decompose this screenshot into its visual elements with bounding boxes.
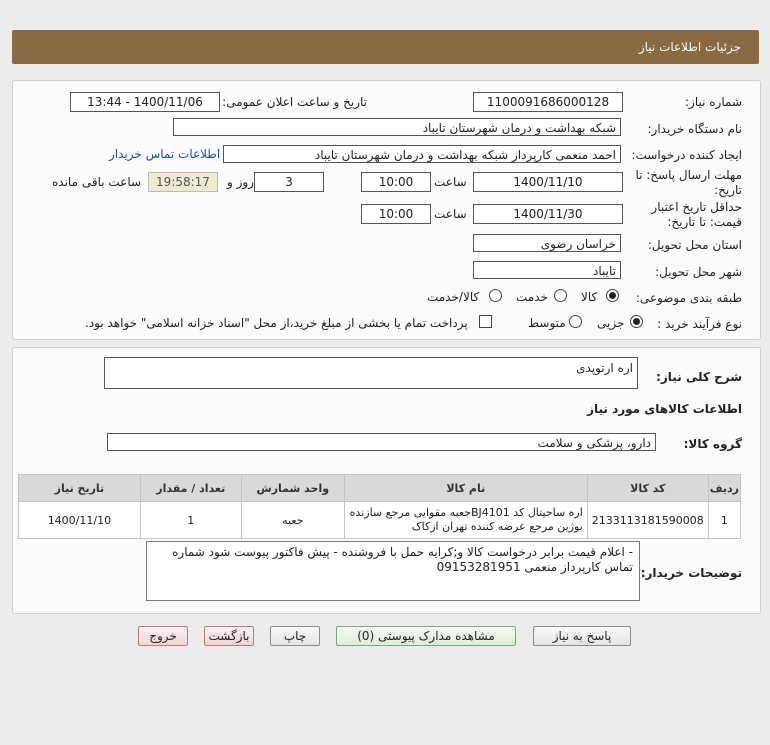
days-field: 3 <box>254 172 324 192</box>
announce-label: تاریخ و ساعت اعلان عمومی: <box>222 95 367 109</box>
category-option-goods: کالا <box>581 290 598 304</box>
purchase-type-label: نوع فرآیند خرید : <box>657 317 742 331</box>
cell-qty: 1 <box>140 502 241 539</box>
deadline-hour-label: ساعت <box>434 175 467 189</box>
cell-code: 2133113181590008 <box>587 502 708 539</box>
validity-time-field: 10:00 <box>361 204 431 224</box>
goods-info-heading: اطلاعات کالاهای مورد نیاز <box>587 402 742 416</box>
goods-table <box>18 474 741 539</box>
buyer-notes-label: توضیحات خریدار: <box>640 566 742 580</box>
back-button[interactable]: بازگشت <box>204 626 254 646</box>
need-number-label: شماره نیاز: <box>685 95 742 109</box>
col-code: کد کالا <box>587 475 708 502</box>
category-radio-both[interactable] <box>489 289 502 302</box>
days-label: روز و <box>227 175 254 189</box>
deadline-date-field: 1400/11/10 <box>473 172 623 192</box>
buyer-contact-link[interactable]: اطلاعات تماس خریدار <box>109 147 221 161</box>
deadline-time-field: 10:00 <box>361 172 431 192</box>
col-date: تاریخ نیاز <box>19 475 141 502</box>
purchase-option-medium: متوسط <box>528 316 566 330</box>
category-radio-goods[interactable] <box>606 289 619 302</box>
purchase-option-minor: جزیی <box>597 316 625 330</box>
city-label: شهر محل تحویل: <box>655 265 742 279</box>
col-name: نام کالا <box>344 475 587 502</box>
exit-button[interactable]: خروج <box>138 626 188 646</box>
category-option-service: خدمت <box>516 290 548 304</box>
page-header <box>12 30 759 64</box>
province-label: استان محل تحویل: <box>647 238 742 252</box>
print-button[interactable]: چاپ <box>270 626 320 646</box>
col-row: ردیف <box>708 475 740 502</box>
treasury-note: پرداخت تمام یا بخشی از مبلغ خرید،از محل "اسناد خزانه اسلامی" خواهد بود. <box>85 316 468 330</box>
validity-hour-label: ساعت <box>434 207 467 221</box>
category-radio-service[interactable] <box>554 289 567 302</box>
purchase-radio-medium[interactable] <box>569 315 582 328</box>
col-qty: تعداد / مقدار <box>140 475 241 502</box>
page-title: جزئیات اطلاعات نیاز <box>638 40 741 54</box>
announce-field: 1400/11/06 - 13:44 <box>70 92 220 112</box>
validity-date-field: 1400/11/30 <box>473 204 623 224</box>
cell-unit: جعبه <box>241 502 344 539</box>
deadline-label: مهلت ارسال پاسخ: تا <box>635 168 742 182</box>
summary-field: اره ارتوپدی <box>104 357 638 389</box>
remaining-label: ساعت باقی مانده <box>52 175 142 189</box>
cell-name: اره ساجیتال کد BJ4101جعبه مقوایی مرجع سازنده بوژین مرجع عرضه کننده تهران ازکاک <box>344 502 587 539</box>
need-number-field: 1100091686000128 <box>473 92 623 112</box>
summary-label: شرح کلی نیاز: <box>656 370 742 384</box>
deadline-label-2: تاریخ: <box>714 183 742 197</box>
goods-group-label: گروه کالا: <box>683 437 742 451</box>
requester-field: احمد منعمی کارپرداز شبکه بهداشت و درمان شهرستان تایباد <box>223 145 621 163</box>
cell-date: 1400/11/10 <box>19 502 141 539</box>
buyer-notes-field: - اعلام قیمت برابر درخواست کالا و;کرایه حمل با فروشنده - پیش فاکتور پیوست شود شماره تماس کارپرداز منعمی 09153281951 <box>146 541 640 601</box>
buyer-org-field: شبکه بهداشت و درمان شهرستان تایباد <box>173 118 621 136</box>
category-label: طبقه بندی موضوعی: <box>635 291 742 305</box>
requester-label: ایجاد کننده درخواست: <box>631 148 742 162</box>
validity-label-2: قیمت: تا تاریخ: <box>667 215 742 229</box>
remaining-timer: 19:58:17 <box>148 172 218 192</box>
province-field: خراسان رضوی <box>473 234 621 252</box>
table-row <box>19 502 741 539</box>
treasury-checkbox[interactable] <box>479 315 492 328</box>
col-unit: واحد شمارش <box>241 475 344 502</box>
attachments-button[interactable]: مشاهده مدارک پیوستی (0) <box>336 626 516 646</box>
goods-group-field: دارو، پزشکی و سلامت <box>107 433 656 451</box>
category-option-both: کالا/خدمت <box>427 290 480 304</box>
buyer-org-label: نام دستگاه خریدار: <box>647 122 742 136</box>
city-field: تایباد <box>473 261 621 279</box>
validity-label: حداقل تاریخ اعتبار <box>651 200 742 214</box>
purchase-radio-minor[interactable] <box>630 315 643 328</box>
cell-row: 1 <box>708 502 740 539</box>
reply-button[interactable]: پاسخ به نیاز <box>533 626 631 646</box>
